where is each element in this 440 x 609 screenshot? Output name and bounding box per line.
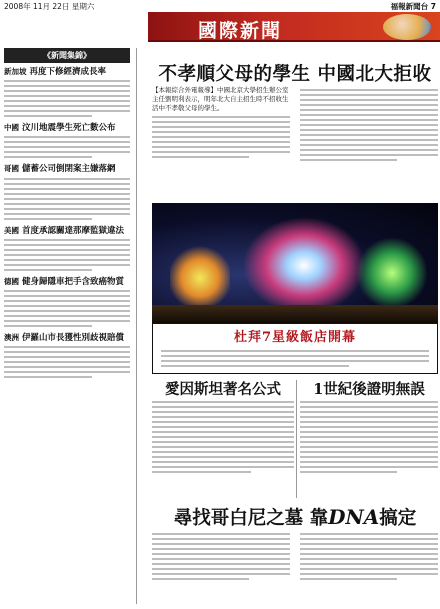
brief-keyword: 澳洲 <box>4 332 19 342</box>
column-divider <box>296 380 297 498</box>
article-lead: 【本報綜合外電報導】中國北京大學招生辦公室主任劉明利表示，明年北大自主招生時不招收生活中不孝敬父母的學生。 <box>152 86 289 112</box>
brief-headline: 再度下修經濟成長率 <box>29 67 107 77</box>
brief-title <box>4 277 130 287</box>
brief-item <box>4 164 130 219</box>
hotel-light-show-photo <box>152 203 438 323</box>
brief-keyword: 德國 <box>4 276 19 286</box>
brief-title <box>4 226 130 236</box>
brief-title <box>4 123 130 133</box>
brief-item <box>4 333 130 378</box>
brief-body <box>4 239 130 271</box>
article-body <box>152 86 438 200</box>
brief-keyword: 中國 <box>4 123 19 133</box>
article-headline: 不孝順父母的學生 中國北大拒收 <box>158 64 432 85</box>
brief-item <box>4 277 130 327</box>
brief-keyword: 哥國 <box>4 164 19 174</box>
article-column <box>152 86 290 161</box>
globe-icon <box>383 14 431 40</box>
brief-body <box>4 136 130 158</box>
brief-body <box>4 80 130 117</box>
column-divider <box>136 48 137 604</box>
paper-name-page: 福報新聞台 7 <box>390 2 436 11</box>
brief-headline: 首度承認關達那摩監獄違法 <box>22 225 125 236</box>
page-header <box>0 0 440 12</box>
section-title: 國際新聞 <box>198 20 283 42</box>
brief-keyword: 美國 <box>4 225 19 235</box>
brief-keyword: 新加坡 <box>4 67 27 76</box>
issue-date: 2008年 11月 22日 星期六 <box>4 2 95 11</box>
article-headline: 1世紀後證明無誤 <box>313 381 425 398</box>
brief-body <box>4 346 130 378</box>
article-column <box>152 530 290 583</box>
brief-title <box>4 164 130 174</box>
article-column <box>300 86 438 164</box>
brief-item <box>4 123 130 158</box>
photo-caption-box <box>152 323 438 374</box>
brief-item <box>4 67 130 117</box>
news-briefs-column <box>4 48 130 604</box>
caption-text <box>153 345 437 372</box>
article-column <box>300 530 438 583</box>
brief-headline: 儲蓄公司倒閉案主嫌落網 <box>22 164 116 175</box>
article-headline: 尋找哥白尼之墓 靠DNA搞定 <box>173 505 417 529</box>
brief-body <box>4 290 130 327</box>
brief-body <box>4 178 130 220</box>
article-headline: 愛因斯坦著名公式 <box>165 381 281 398</box>
brief-headline: 伊羅山市長獲性別歧視賠償 <box>22 332 125 343</box>
section-banner <box>148 12 440 42</box>
article-body <box>152 398 294 476</box>
brief-title <box>4 67 130 77</box>
briefs-heading: 《新聞集錦》 <box>4 48 130 63</box>
brief-headline: 健身歸隱車把手含致癌物質 <box>22 276 125 287</box>
caption-title: 杜拜7星級飯店開幕 <box>233 330 357 345</box>
brief-title <box>4 333 130 343</box>
brief-headline: 汶川地震學生死亡數公布 <box>22 123 116 134</box>
brief-item <box>4 226 130 271</box>
article-body <box>300 398 438 476</box>
